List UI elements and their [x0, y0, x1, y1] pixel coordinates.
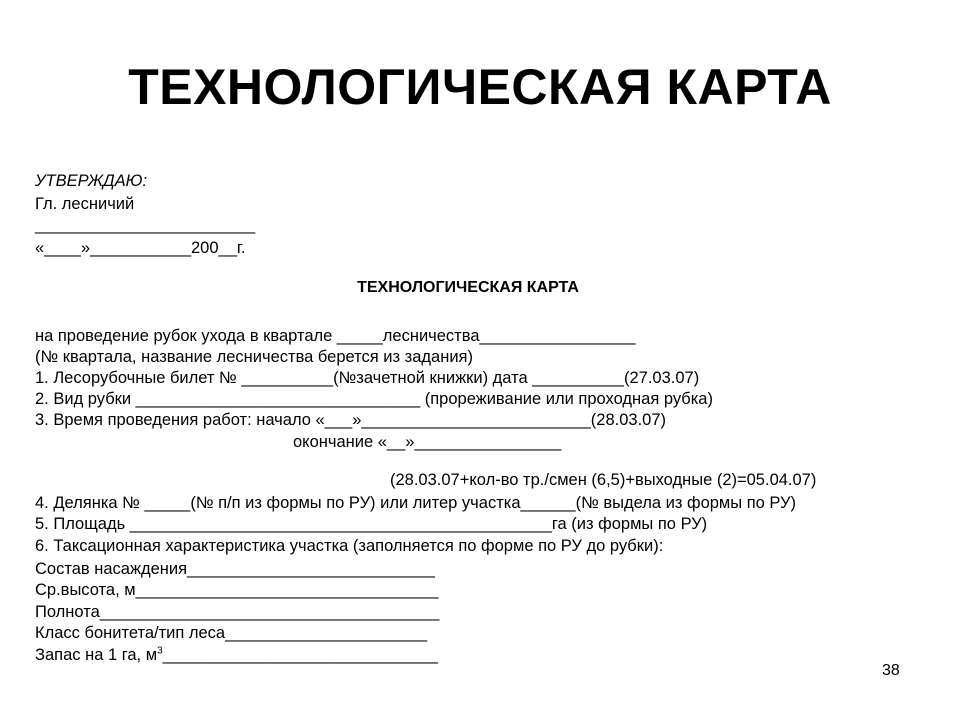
item-5: 5. Площадь ______________________________________________га (из формы по РУ) [35, 515, 708, 533]
page-number: 38 [882, 662, 900, 679]
role-label: Гл. лесничий [35, 195, 135, 213]
stock-unit-superscript: 3 [157, 645, 163, 657]
item-3-end: окончание «__»________________ [293, 433, 562, 451]
density-line: Полнота_____________________________________ [35, 603, 440, 621]
signature-line: ________________________ [35, 216, 256, 234]
composition-line: Состав насаждения___________________________ [35, 560, 435, 578]
site-class-line: Класс бонитета/тип леса______________________ [35, 624, 427, 642]
stock-line: ______________________________ [162, 646, 438, 664]
item-4: 4. Делянка № _____(№ п/п из формы по РУ) или литер участка______(№ выдела из формы по РУ) [35, 494, 797, 512]
item-6: 6. Таксационная характеристика участка (заполняется по форме по РУ до рубки): [35, 537, 664, 555]
height-line: Ср.высота, м_________________________________ [35, 581, 439, 599]
item-3-calc: (28.03.07+кол-во тр./смен (6,5)+выходные (2)=05.04.07) [390, 471, 817, 489]
date-line: «____»___________200__г. [35, 239, 246, 257]
approve-label: УТВЕРЖДАЮ: [35, 172, 148, 190]
purpose-line: на проведение рубок ухода в квартале _____лесничества_________________ [35, 327, 636, 345]
item-2: 2. Вид рубки _______________________________ (прореживание или проходная рубка) [35, 390, 713, 408]
slide-title: ТЕХНОЛОГИЧЕСКАЯ КАРТА [128, 59, 832, 115]
document-title: ТЕХНОЛОГИЧЕСКАЯ КАРТА [357, 279, 579, 296]
purpose-note: (№ квартала, название лесничества берется из задания) [35, 348, 473, 366]
stock-line-row [35, 645, 438, 665]
item-3: 3. Время проведения работ: начало «___»_________________________(28.03.07) [35, 411, 667, 429]
stock-label: Запас на 1 га, м [35, 646, 158, 664]
item-1: 1. Лесорубочные билет № __________(№зачетной книжки) дата __________(27.03.07) [35, 369, 700, 387]
